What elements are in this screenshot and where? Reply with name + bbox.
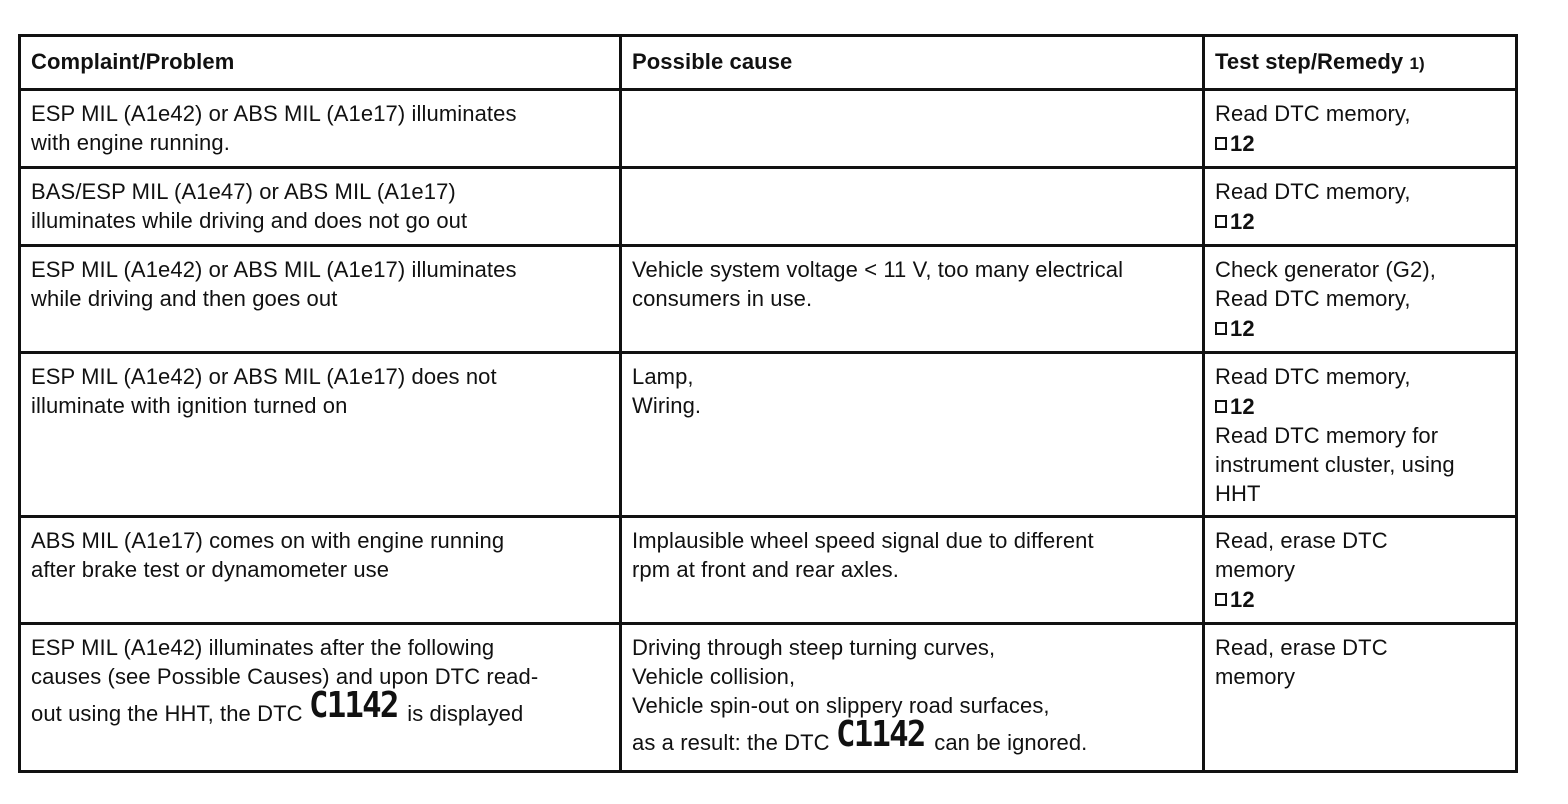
complaint-cell: ESP MIL (A1e42) illuminates after the following causes (see Possible Causes) and upon DTC read- out using the HHT, the DTC C1142 is displayed xyxy=(18,625,622,770)
header-complaint: Complaint/Problem xyxy=(18,37,622,88)
remedy-cell: Check generator (G2), Read DTC memory, 12 xyxy=(1205,247,1518,351)
complaint-cell: ESP MIL (A1e42) or ABS MIL (A1e17) illuminates with engine running. xyxy=(18,91,622,166)
complaint-cell: ESP MIL (A1e42) or ABS MIL (A1e17) does not illuminate with ignition turned on xyxy=(18,354,622,515)
table-header-row xyxy=(18,37,1518,91)
cause-cell: Lamp, Wiring. xyxy=(622,354,1205,515)
troubleshooting-table xyxy=(18,34,1518,773)
table-row xyxy=(18,169,1518,247)
table-row xyxy=(18,354,1518,518)
remedy-cell: Read, erase DTC memory xyxy=(1205,625,1518,770)
footnote-marker: 1) xyxy=(1409,54,1425,73)
page-reference-link[interactable]: 12 xyxy=(1215,207,1255,236)
header-remedy: Test step/Remedy 1) xyxy=(1205,37,1518,88)
cause-cell xyxy=(622,91,1205,166)
table-row xyxy=(18,91,1518,169)
table-row xyxy=(18,247,1518,354)
cause-cell: Vehicle system voltage < 11 V, too many electrical consumers in use. xyxy=(622,247,1205,351)
page-reference-link[interactable]: 12 xyxy=(1215,314,1255,343)
remedy-cell: Read, erase DTC memory 12 xyxy=(1205,518,1518,622)
page-reference-link[interactable]: 12 xyxy=(1215,585,1255,614)
dtc-code-display: C1142 xyxy=(835,714,925,755)
reference-box-icon xyxy=(1215,593,1227,606)
table-row xyxy=(18,625,1518,770)
remedy-cell: Read DTC memory, 12 Read DTC memory for instrument cluster, using HHT xyxy=(1205,354,1518,515)
reference-box-icon xyxy=(1215,215,1227,228)
reference-box-icon xyxy=(1215,400,1227,413)
header-cause: Possible cause xyxy=(622,37,1205,88)
cause-cell: Driving through steep turning curves, Vehicle collision, Vehicle spin-out on slippery road surfaces, as a result: the DTC C1142 can be ignored. xyxy=(622,625,1205,770)
page-reference-link[interactable]: 12 xyxy=(1215,129,1255,158)
remedy-cell: Read DTC memory, 12 xyxy=(1205,91,1518,166)
complaint-cell: BAS/ESP MIL (A1e47) or ABS MIL (A1e17) illuminates while driving and does not go out xyxy=(18,169,622,244)
table-row xyxy=(18,518,1518,625)
reference-box-icon xyxy=(1215,322,1227,335)
cause-cell: Implausible wheel speed signal due to different rpm at front and rear axles. xyxy=(622,518,1205,622)
remedy-cell: Read DTC memory, 12 xyxy=(1205,169,1518,244)
dtc-code-display: C1142 xyxy=(308,685,398,726)
reference-box-icon xyxy=(1215,137,1227,150)
cause-cell xyxy=(622,169,1205,244)
page-reference-link[interactable]: 12 xyxy=(1215,392,1255,421)
complaint-cell: ESP MIL (A1e42) or ABS MIL (A1e17) illuminates while driving and then goes out xyxy=(18,247,622,351)
complaint-cell: ABS MIL (A1e17) comes on with engine running after brake test or dynamometer use xyxy=(18,518,622,622)
